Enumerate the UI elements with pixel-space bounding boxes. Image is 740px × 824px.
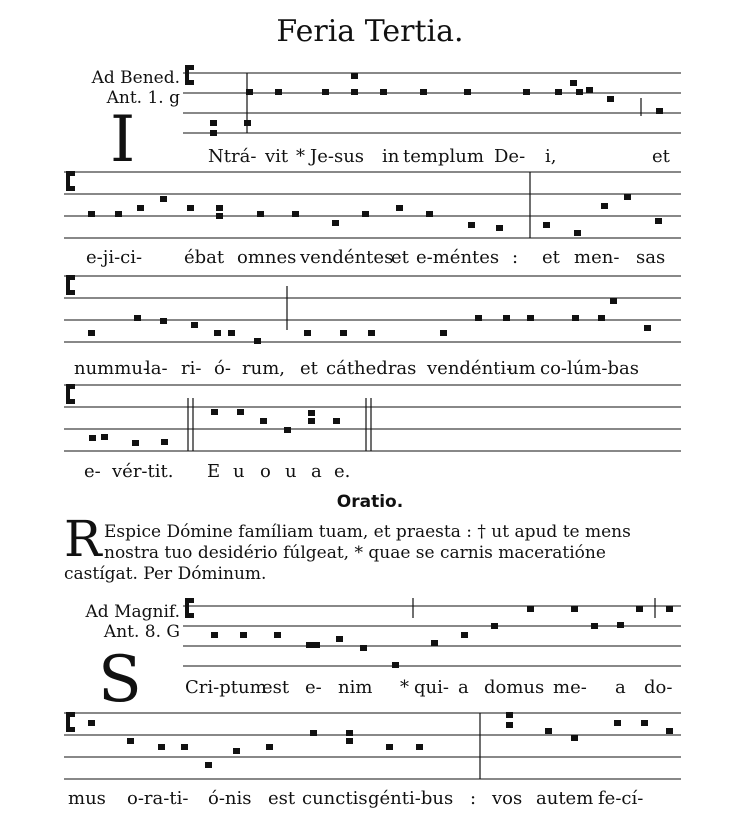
oratio-initial: R [64, 510, 102, 568]
lyric-syllable: et [300, 358, 318, 379]
lyric-syllable: in [382, 146, 400, 167]
lyric-syllable: e. [334, 461, 351, 482]
lyric-syllable: la- [145, 358, 168, 379]
lyric-syllable: domus [484, 677, 545, 698]
mode-label-line2: Ant. 1. g [106, 88, 180, 108]
lyric-syllable: e- [84, 461, 101, 482]
lyric-syllable: e- [305, 677, 322, 698]
lyric-syllable: a [615, 677, 626, 698]
lyric-syllable: nim [338, 677, 373, 698]
lyric-syllable: * [296, 146, 305, 167]
lyric-syllable: ó- [214, 358, 231, 379]
lyric-syllable: : [512, 247, 519, 268]
initial-letter: I [110, 103, 136, 177]
lyric-syllable: cunctis [302, 788, 368, 809]
lyric-syllable: templum [403, 146, 484, 167]
lyric-syllable: ó-nis [208, 788, 252, 809]
lyric-syllable: autem [536, 788, 594, 809]
initial-letter: S [98, 643, 142, 717]
clefs [66, 65, 194, 732]
lyric-syllable: De- [494, 146, 526, 167]
oratio-heading: Oratio. [336, 492, 404, 512]
lyric-syllable: est [268, 788, 296, 809]
oratio-line: Espice Dómine famíliam tuam, et praesta : † ut apud te mens [104, 522, 631, 542]
mode-label-line1: Ad Bened. [91, 68, 180, 88]
lyric-syllable: ri- [181, 358, 202, 379]
lyric-syllable: Ntrá- [208, 146, 257, 167]
lyric-syllable: Cri-ptum [185, 677, 267, 698]
lyric-syllable: nummu- [74, 358, 149, 379]
mode-label-line1: Ad Magnif. [85, 602, 180, 622]
bar-lines [188, 73, 655, 779]
lyric-syllable: génti-bus [368, 788, 454, 809]
lyric-syllable: et [391, 247, 409, 268]
lyric-syllable: ébat [184, 247, 225, 268]
oratio-line: nostra tuo desidério fúlgeat, * quae se carnis maceratióne [104, 543, 606, 563]
lyric-syllable: rum, [242, 358, 285, 379]
lyric-syllable: et [652, 146, 670, 167]
lyric-syllable: men- [574, 247, 620, 268]
lyric-syllable: e-ji-ci- [86, 247, 143, 268]
lyric-syllable: Je-sus [310, 146, 365, 167]
lyric-syllable: o [260, 461, 271, 482]
lyric-syllable: est [262, 677, 290, 698]
lyric-syllable: um [507, 358, 536, 379]
page-title: Feria Tertia. [276, 14, 464, 49]
lyric-syllable: et [542, 247, 560, 268]
lyric-syllable: do- [644, 677, 673, 698]
lyric-syllable: vendénti- [427, 358, 513, 379]
lyric-syllable: u [285, 461, 297, 482]
staff-lines [64, 73, 681, 779]
lyric-syllable: omnes [237, 247, 297, 268]
oratio-line: castígat. Per Dóminum. [64, 564, 267, 584]
lyric-syllable: me- [553, 677, 587, 698]
lyric-syllable: vos [492, 788, 523, 809]
lyric-syllable: E [207, 461, 221, 482]
lyric-syllable: sas [636, 247, 666, 268]
lyric-syllable: vit [265, 146, 289, 167]
lyric-syllable: a [458, 677, 469, 698]
lyric-syllable: : [470, 788, 477, 809]
lyric-syllable: qui- [414, 677, 449, 698]
lyric-syllable: a [311, 461, 322, 482]
lyric-syllable: vér-tit. [112, 461, 174, 482]
lyric-syllable: mus [68, 788, 106, 809]
lyric-syllable: e-méntes [416, 247, 500, 268]
lyric-syllable: * [400, 677, 409, 698]
neumes [85, 73, 673, 768]
lyric-syllable: o-ra-ti- [127, 788, 189, 809]
lyric-syllable: co-lúm-bas [540, 358, 639, 379]
lyric-syllable: cáthedras [326, 358, 417, 379]
lyric-syllable: fe-cí- [598, 788, 644, 809]
mode-label-line2: Ant. 8. G [103, 622, 180, 642]
lyric-syllable: i, [545, 146, 557, 167]
lyric-syllable: u [233, 461, 245, 482]
lyric-syllable: vendéntes [300, 247, 394, 268]
